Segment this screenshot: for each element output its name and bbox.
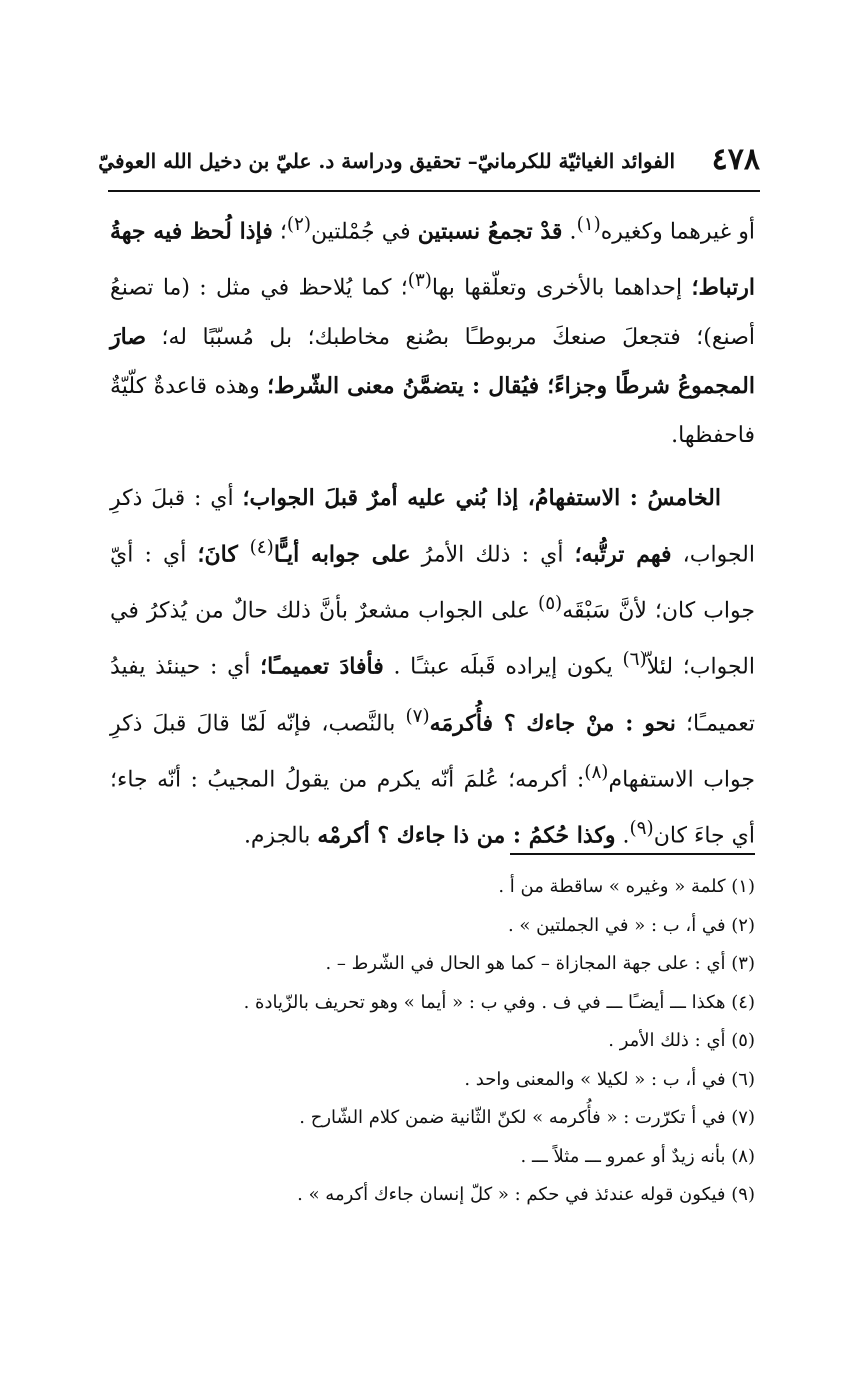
matn-text: نحو : منْ جاءك ؟ فأُكرمَه [429,709,676,736]
footnote-ref: (٨) [584,761,609,783]
footnote-ref: (٥) [538,592,563,614]
footnote-ref: (٧) [405,705,430,727]
footnote-9: (٩) فيكون قوله عندئذ في حكم : « كلّ إنسان جاءك أكرمه » . [297,1184,755,1205]
footnote-ref: (٣) [407,270,432,292]
running-title: الفوائد الغياثيّة للكرمانيّ– تحقيق ودراسة د. عليّ بن دخيل الله العوفيّ [98,149,675,173]
footnote-5: (٥) أي : ذلك الأمر . [608,1030,755,1051]
text-run: أو غيرهما وكغيره [600,219,755,245]
text-run: ؛ [272,219,287,245]
footnote-6: (٦) في أ، ب : « لكيلا » والمعنى واحد . [464,1068,755,1090]
page-header [98,140,760,192]
matn-text: قدْ تجمعُ نسبتين [417,218,563,245]
text-run: . [615,823,630,849]
footnote-1: (١) كلمة « وغيره » ساقطة من أ . [498,876,755,897]
text-run: أي : حينئذ يفيدُ تعميمـًا؛ [110,654,755,736]
matn-text: صارَ المجموعُ شرطًا وجزاءً؛ فيُقال : يتضمَّنُ معنى الشّرط؛ [110,323,755,399]
text-run: إحداهما بالأخرى وتعلّقها بها [431,275,692,301]
footnote-3: (٣) أي : على جهة المجازاة – كما هو الحال في الشّرط – . [325,953,755,974]
footnote-ref: (٩) [629,818,654,840]
footnote-7: (٧) في أ تكرّرت : « فأُكرمه » لكنّ الثّانية ضمن كلام الشّارح . [299,1107,755,1128]
footnotes [110,868,755,1215]
text-run: في جُمْلتين [311,219,418,245]
text-run: بالنَّصب، فإنّه لَمّا قالَ قبلَ ذكرِ جواب الاستفهام [110,710,755,793]
page-number: ٤٧٨ [711,142,760,177]
matn-text: وكذا حُكمُ : من ذا جاءك ؟ أكرمْه [317,822,616,849]
matn-text: على جوابه أيـًّا [273,540,411,567]
footnote-ref: (٦) [622,649,647,671]
text-run: بالجزم. [243,823,318,849]
matn-text: الخامسُ : الاستفهامُ، إذا بُني عليه أمرٌ قبلَ الجواب؛ [242,484,721,511]
footnote-4: (٤) هكذا ـــ أيضـًا ـــ في ف . وفي ب : « أيما » وهو تحريف بالزّيادة . [243,991,755,1013]
matn-text: فإذا لُحظ فيه جهةُ ارتباط؛ [110,218,755,301]
text-run: ؛ كما يُلاحظ في مثل : (ما تصنعُ أصنع)؛ فتجعلَ صنعكَ مربوطـًا بصُنع مخاطبك؛ بل مُسبّبًا له؛ [110,275,755,350]
footnote-ref: (٢) [286,214,311,235]
footnote-ref: (٤) [249,536,274,558]
text-run: . [562,219,577,245]
matn-text: كانَ؛ [197,540,250,567]
matn-text: فهم ترتُّبه؛ [574,540,672,567]
text-run: : أكرمه؛ عُلمَ أنّه يكرم من يقولُ المجيبُ : أنّه جاء؛ أي جاءَ كان [110,767,755,849]
main-text [110,200,755,861]
text-run: على الجواب مشعرٌ بأنَّ ذلك حالٌ من يُذكرُ في الجواب؛ لئلاّ [110,598,755,680]
matn-text: فأفادَ تعميمـًا؛ [260,653,384,680]
footnote-ref: (١) [576,214,601,235]
text-run: وهذه قاعدةٌ كلّيّةٌ فاحفظها. [110,373,755,448]
text-run: أي : ذلك الأمرُ [410,541,575,567]
text-run: أي : أيّ جواب كان؛ لأنَّ سَبْقَه [110,541,755,624]
footnote-8: (٨) بأنه زيدٌ أو عمرو ـــ مثلاً ـــ . [520,1145,755,1167]
footnote-divider [510,853,755,855]
paragraph-1 [110,200,755,460]
footnote-2: (٢) في أ، ب : « في الجملتين » . [507,914,755,936]
text-run: أي : قبلَ ذكرِ الجواب، [110,485,755,567]
paragraph-2 [110,474,755,861]
text-run: يكون إيراده قَبلَه عبثـًا . [383,654,623,680]
